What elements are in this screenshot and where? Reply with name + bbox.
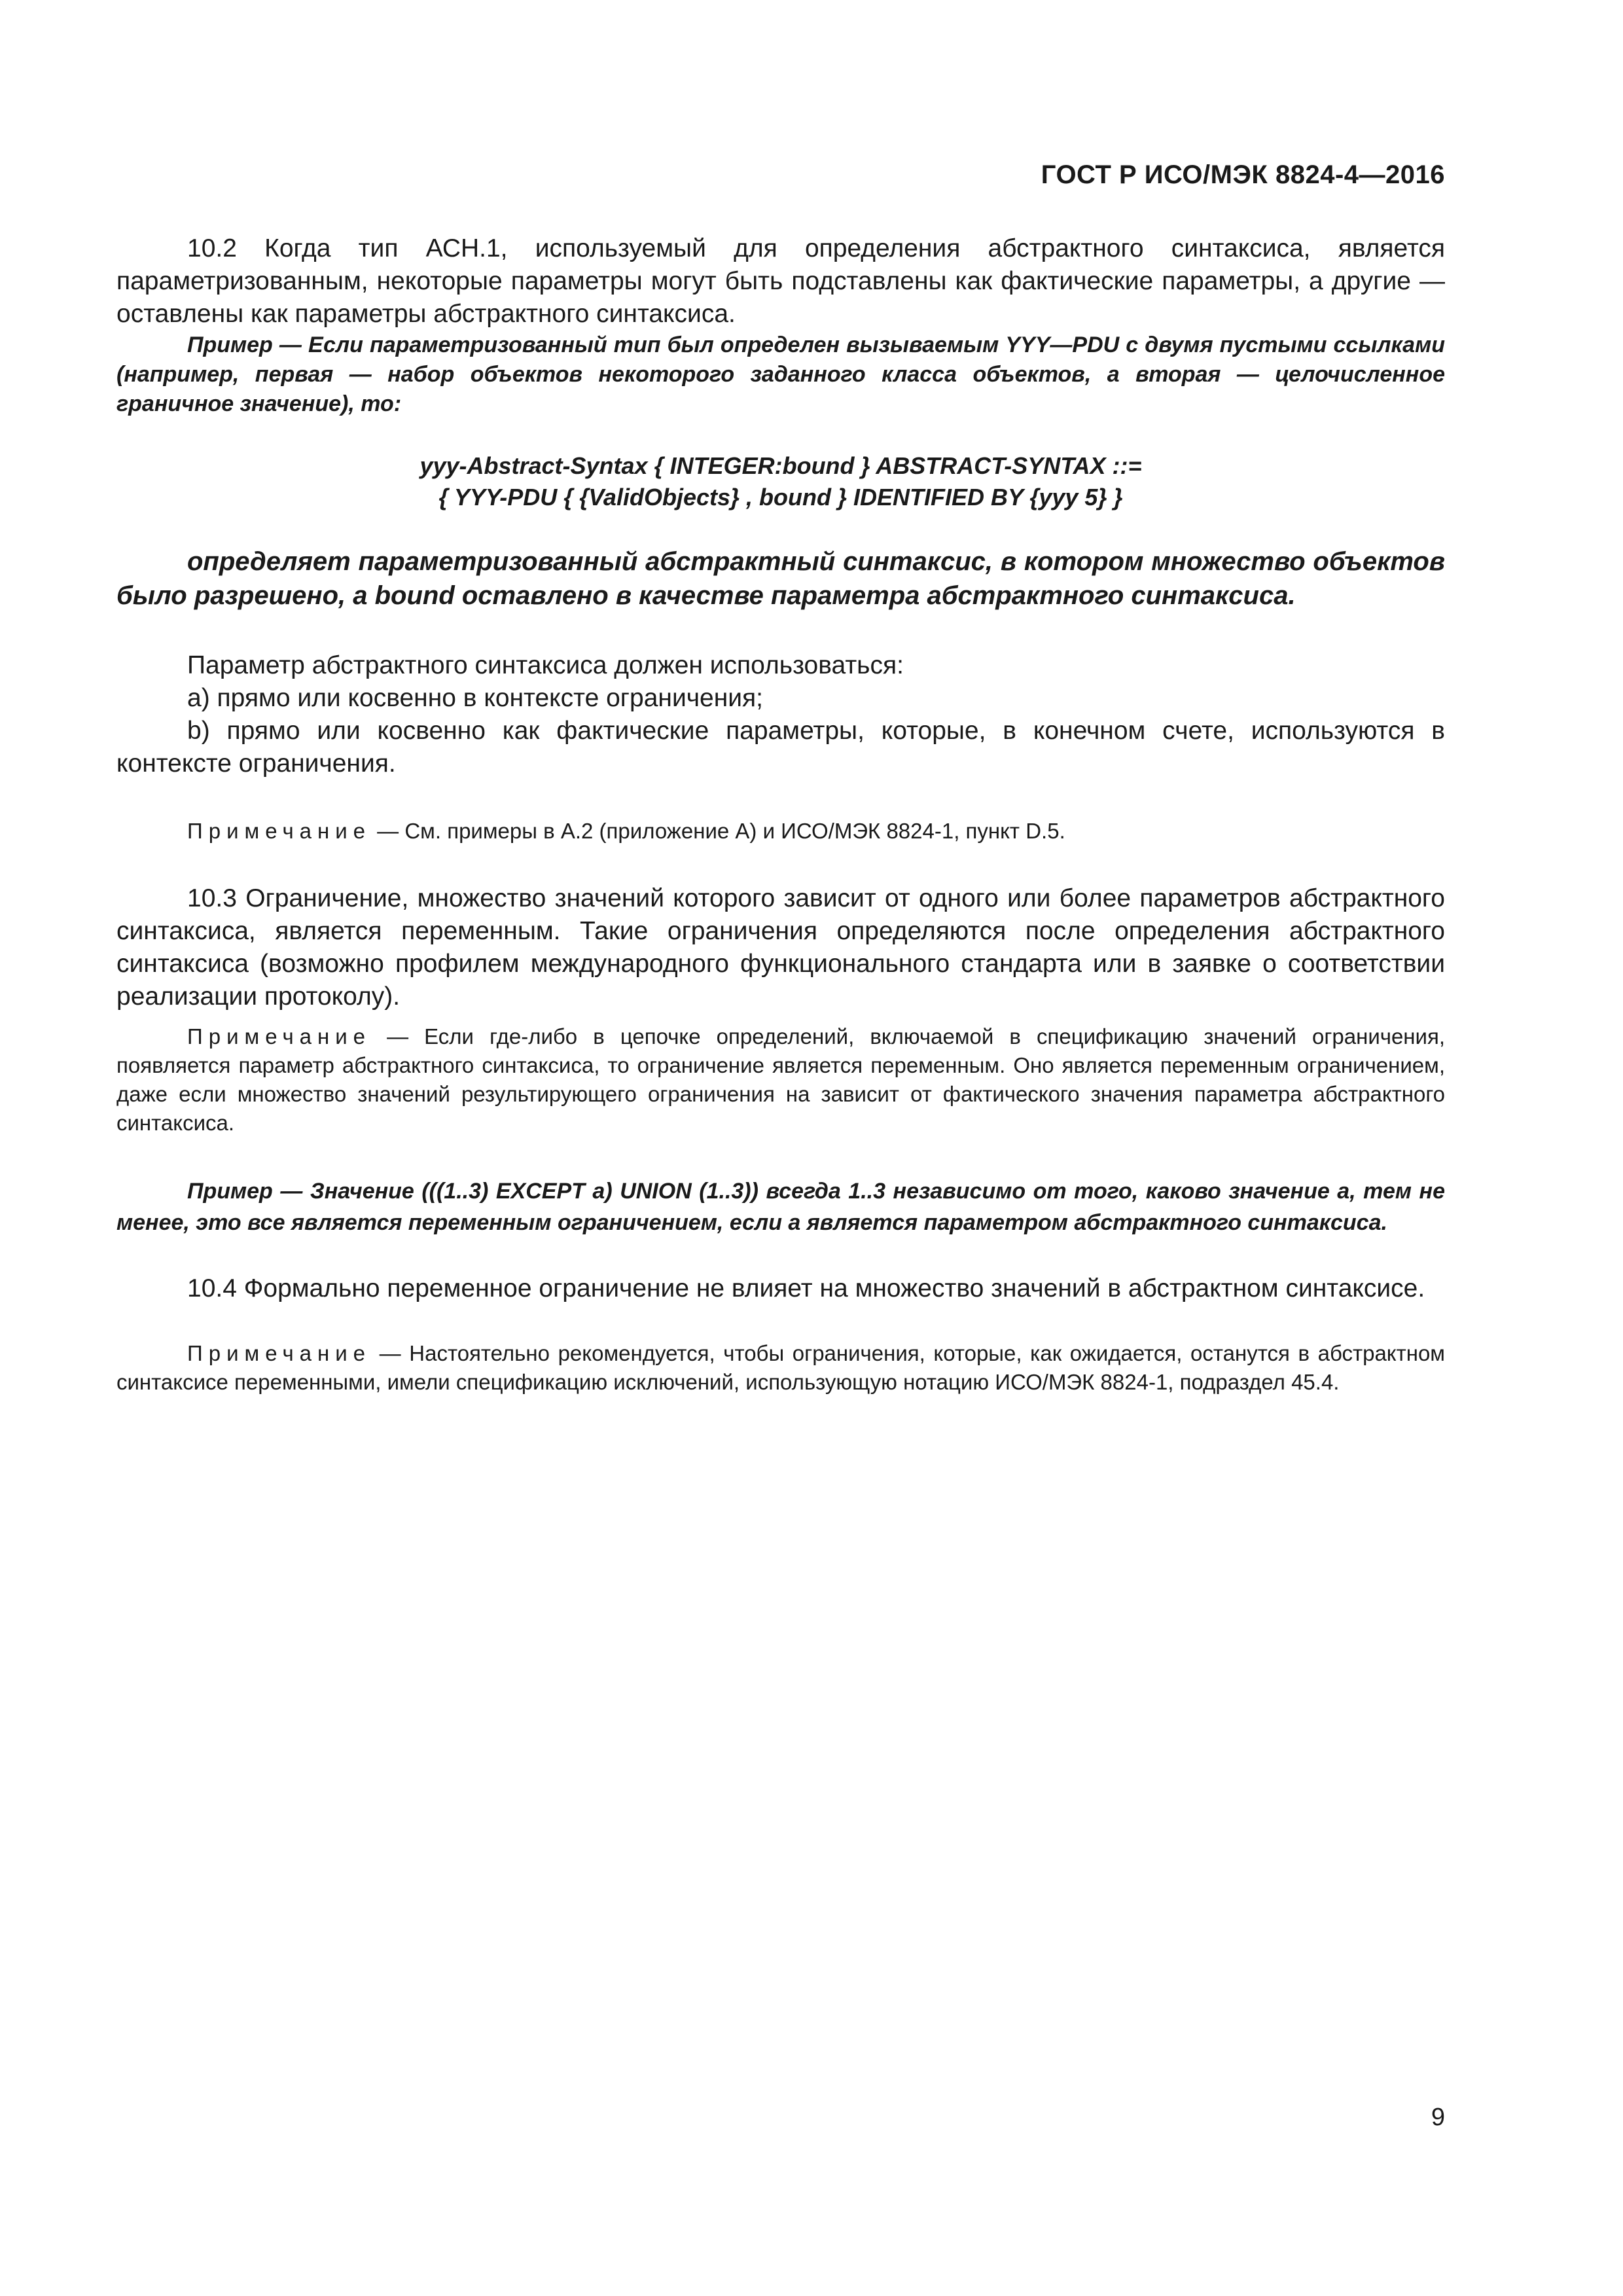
example-2: Пример — Значение (((1..3) EXCEPT a) UNION (1..3)) всегда 1..3 независимо от того, каково значение a, тем не менее, это все является переменным ограничением, если a является параметром абстрактного синтаксиса. — [116, 1179, 1445, 1235]
code-line-2: { YYY-PDU { {ValidObjects} , bound } IDENTIFIED BY {yyy 5} } — [438, 484, 1123, 511]
note-1-text: — См. примеры в А.2 (приложение А) и ИСО/МЭК 8824-1, пункт D.5. — [371, 819, 1065, 843]
note-2-label: Примечание — [187, 1024, 372, 1049]
note-3-text: — Настоятельно рекомендуется, чтобы ограничения, которые, как ожидается, останутся в абстрактном синтаксисе переменными, имели спецификацию исключений, использующую нотацию ИСО/МЭК 8824-1, подраздел 45.4. — [116, 1341, 1445, 1394]
note-3 — [116, 1339, 1445, 1397]
note-1-label: Примечание — [187, 819, 372, 843]
paragraph-10-3: 10.3 Ограничение, множество значений которого зависит от одного или более параметров абстрактного синтаксиса, является переменным. Такие ограничения определяются после определения абстрактного синтаксиса (возможно профилем международного функционального стандарта или в заявке о соответствии реализации протоколу). — [116, 884, 1445, 1011]
note-1 — [116, 817, 1445, 846]
page-number: 9 — [1431, 2104, 1445, 2131]
parameter-list — [116, 649, 1445, 780]
document-header: ГОСТ Р ИСО/МЭК 8824-4—2016 — [1041, 160, 1445, 189]
paragraph-10-2: 10.2 Когда тип АСН.1, используемый для определения абстрактного синтаксиса, является параметризованным, некоторые параметры могут быть подставлены как фактические параметры, а другие — оставлены как параметры абстрактного синтаксиса. — [116, 234, 1445, 328]
note-2 — [116, 1022, 1445, 1138]
parameter-item-a: a) прямо или косвенно в контексте ограничения; — [187, 684, 764, 712]
document-body — [116, 232, 1445, 1397]
example-1: Пример — Если параметризованный тип был определен вызываемым YYY—PDU с двумя пустыми ссылками (например, первая — набор объектов некоторого заданного класса объектов, а вторая — целочисленное граничное значение), то: — [116, 332, 1445, 416]
note-3-label: Примечание — [187, 1341, 372, 1365]
code-block — [116, 450, 1445, 513]
code-line-1: yyy-Abstract-Syntax { INTEGER:bound } ABSTRACT-SYNTAX ::= — [419, 452, 1142, 479]
note-2-text: — Если где-либо в цепочке определений, включаемой в спецификацию значений ограничения, появляется параметр абстрактного синтаксиса, то ограничение является переменным. Оно является переменным ограничением, даже если множество значений результирующего ограничения на зависит от фактического значения параметра абстрактного синтаксиса. — [116, 1024, 1445, 1135]
parameter-item-b: b) прямо или косвенно как фактические параметры, которые, в конечном счете, используются в контексте ограничения. — [116, 717, 1445, 778]
example-1-continuation: определяет параметризованный абстрактный синтаксис, в котором множество объектов было разрешено, а bound оставлено в качестве параметра абстрактного синтаксиса. — [116, 547, 1445, 610]
paragraph-10-4: 10.4 Формально переменное ограничение не влияет на множество значений в абстрактном синтаксисе. — [187, 1274, 1425, 1302]
parameter-intro: Параметр абстрактного синтаксиса должен использоваться: — [187, 651, 904, 679]
